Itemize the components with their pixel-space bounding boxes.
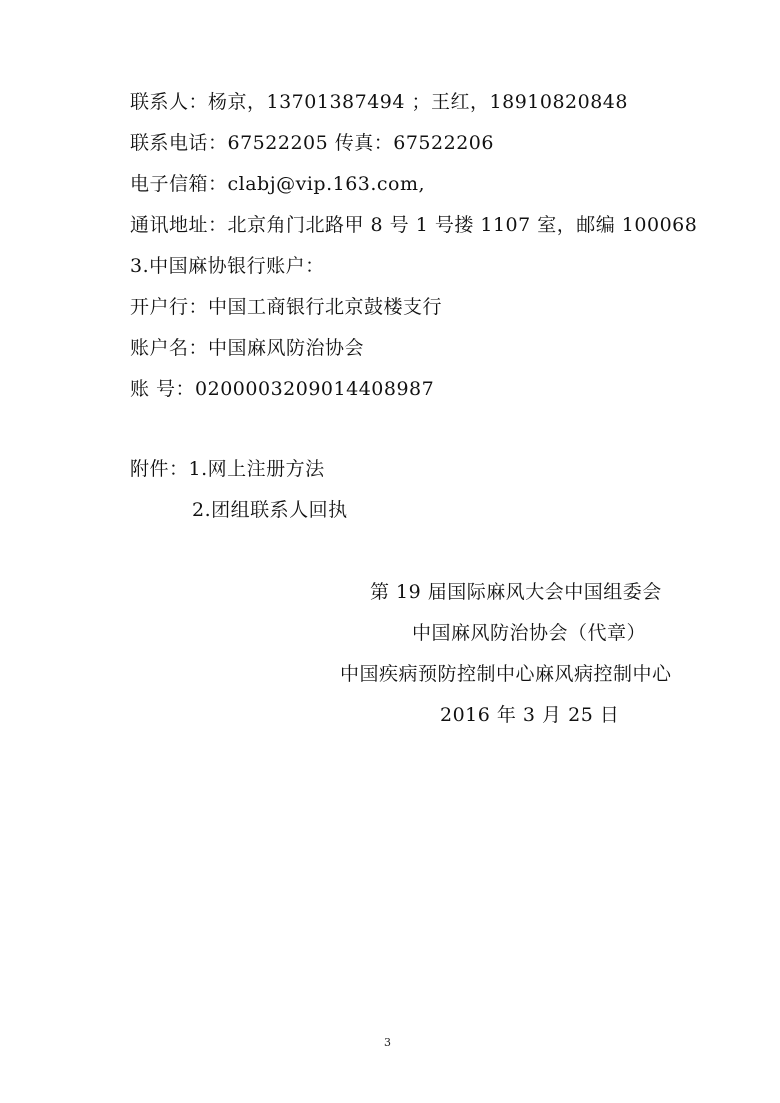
contact-email-line: 电子信箱：clabj@vip.163.com, [130,173,426,195]
contact-address-line: 通讯地址：北京角门北路甲 8 号 1 号搂 1107 室，邮编 100068 [130,214,698,236]
account-name-line: 账户名：中国麻风防治协会 [130,337,365,359]
signature-org-1: 第 19 届国际麻风大会中国组委会 [370,581,662,603]
signature-date: 2016 年 3 月 25 日 [440,704,620,726]
account-number-line: 账 号：0200003209014408987 [130,378,435,400]
signature-org-3: 中国疾病预防控制中心麻风病控制中心 [340,663,672,685]
contact-persons-line: 联系人：杨京，13701387494 ；王红，18910820848 [130,91,628,113]
page-number: 3 [384,1036,391,1049]
attachment-item-1: 附件：1.网上注册方法 [130,458,325,480]
bank-section-heading: 3.中国麻协银行账户： [130,255,325,277]
bank-name-line: 开户行：中国工商银行北京鼓楼支行 [130,296,443,318]
signature-org-2: 中国麻风防治协会（代章） [412,622,647,644]
attachment-item-2: 2.团组联系人回执 [192,499,348,521]
contact-phone-fax-line: 联系电话：67522205 传真：67522206 [130,132,494,154]
